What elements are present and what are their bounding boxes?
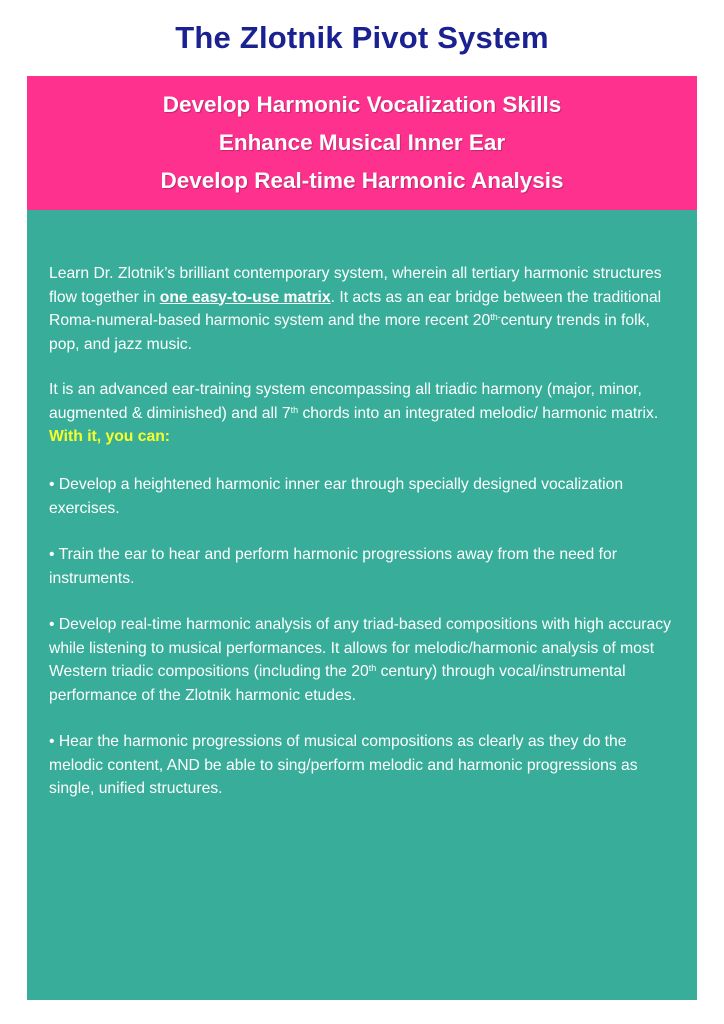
with-it-highlight: With it, you can:	[49, 428, 170, 445]
intro-paragraph	[49, 262, 683, 356]
intro-text-1: Learn Dr. Zlotnik’s brilliant contemporary system, wherein all tertiary harmonic structures flow together in	[49, 265, 662, 306]
intro-text-2: . It acts as an ear bridge between the traditional Roma-numeral-based harmonic system and the more recent 20	[49, 288, 662, 329]
bullet-hear-progressions: • Hear the harmonic progressions of musical compositions as clearly as they do the melodic content, AND be able to sing/perform melodic and harmonic progressions as single, unified structures.	[49, 733, 638, 797]
bullet-real-time-analysis	[49, 613, 683, 707]
bullet-inner-ear: • Develop a heightened harmonic inner ear through specially designed vocalization exercises.	[49, 476, 624, 517]
bullet-train-ear: • Train the ear to hear and perform harmonic progressions away from the need for instruments.	[49, 546, 617, 587]
bullet-3-text-2: century) through vocal/instrumental performance of the Zlotnik harmonic etudes.	[49, 663, 626, 704]
advanced-paragraph	[49, 378, 683, 449]
advanced-text-1: It is an advanced ear-training system encompassing all triadic harmony (major, minor, augmented & diminished) and all 7	[49, 381, 642, 422]
advanced-text-2: chords into an integrated melodic/ harmonic matrix.	[298, 404, 659, 422]
banner-line-vocalization: Develop Harmonic Vocalization Skills	[162, 92, 562, 117]
advanced-superscript: th	[290, 404, 299, 415]
banner-line-analysis: Develop Real-time Harmonic Analysis	[160, 168, 564, 193]
intro-superscript: th-	[490, 312, 501, 322]
bullet-3-superscript: th	[368, 663, 377, 673]
banner-line-inner-ear: Enhance Musical Inner Ear	[218, 130, 506, 155]
page-title: The Zlotnik Pivot System	[175, 20, 549, 55]
bullet-3-text-1: • Develop real-time harmonic analysis of any triad-based compositions with high accuracy while listening to musical performances. It allows for melodic/harmonic analysis of most Western triadic compositions (including the 20	[49, 616, 671, 680]
matrix-link[interactable]: one easy-to-use matrix	[159, 288, 331, 306]
content-panel	[27, 210, 697, 1000]
intro-text-3: century trends in folk, pop, and jazz music.	[49, 312, 650, 353]
feature-banner	[27, 76, 697, 210]
